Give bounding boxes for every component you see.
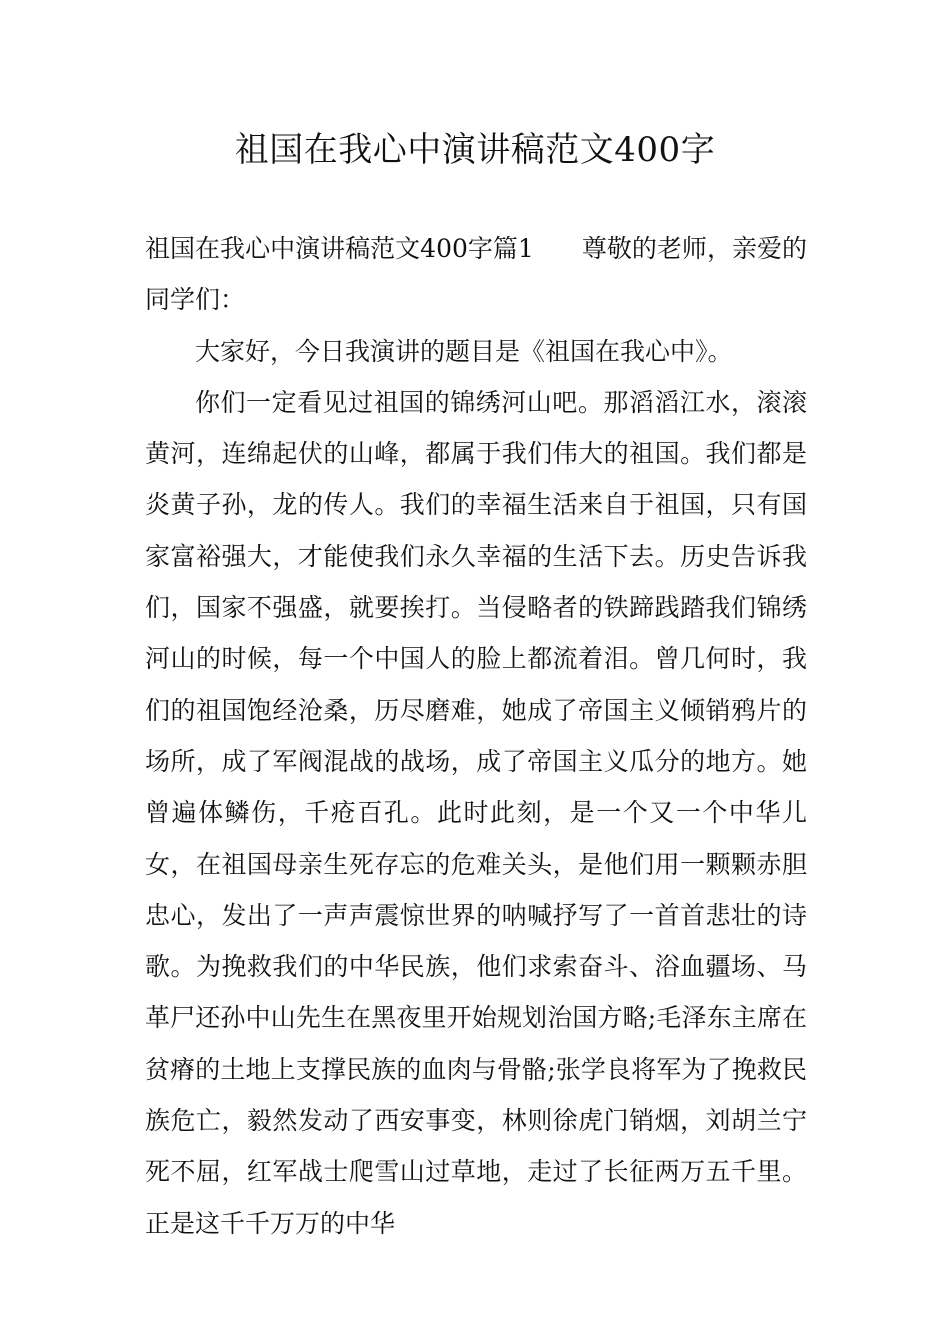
paragraph-main: 你们一定看见过祖国的锦绣河山吧。那滔滔江水，滚滚黄河，连绵起伏的山峰，都属于我们伟大的祖国。我们都是炎黄子孙，龙的传人。我们的幸福生活来自于祖国，只有国家富裕强大，才能使我们永久幸福的生活下去。历史告诉我们，国家不强盛，就要挨打。当侵略者的铁蹄践踏我们锦绣河山的时候，每一个中国人的脸上都流着泪。曾几何时，我们的祖国饱经沧桑，历尽磨难，她成了帝国主义倾销鸦片的场所，成了军阀混战的战场，成了帝国主义瓜分的地方。她曾遍体鳞伤，千疮百孔。此时此刻，是一个又一个中华儿女，在祖国母亲生死存忘的危难关头，是他们用一颗颗赤胆忠心，发出了一声声震惊世界的呐喊抒写了一首首悲壮的诗歌。为挽救我们的中华民族，他们求索奋斗、浴血疆场、马革尸还孙中山先生在黑夜里开始规划治国方略;毛泽东主席在贫瘠的土地上支撑民族的血肉与骨骼;张学良将军为了挽救民族危亡，毅然发动了西安事变，林则徐虎门销烟，刘胡兰宁死不屈，红军战士爬雪山过草地，走过了长征两万五千里。正是这千千万万的中华 bbox=[145, 387, 807, 1238]
document-body bbox=[145, 223, 807, 1249]
salutation: 尊敬的老师，亲爱的同学们： bbox=[145, 234, 807, 315]
paragraph-greeting: 大家好，今日我演讲的题目是《祖国在我心中》。 bbox=[195, 336, 733, 366]
paragraph-heading-salutation bbox=[145, 223, 807, 326]
document-title: 祖国在我心中演讲稿范文400字 bbox=[234, 130, 716, 170]
section-heading: 祖国在我心中演讲稿范文400字篇1 bbox=[145, 234, 534, 263]
